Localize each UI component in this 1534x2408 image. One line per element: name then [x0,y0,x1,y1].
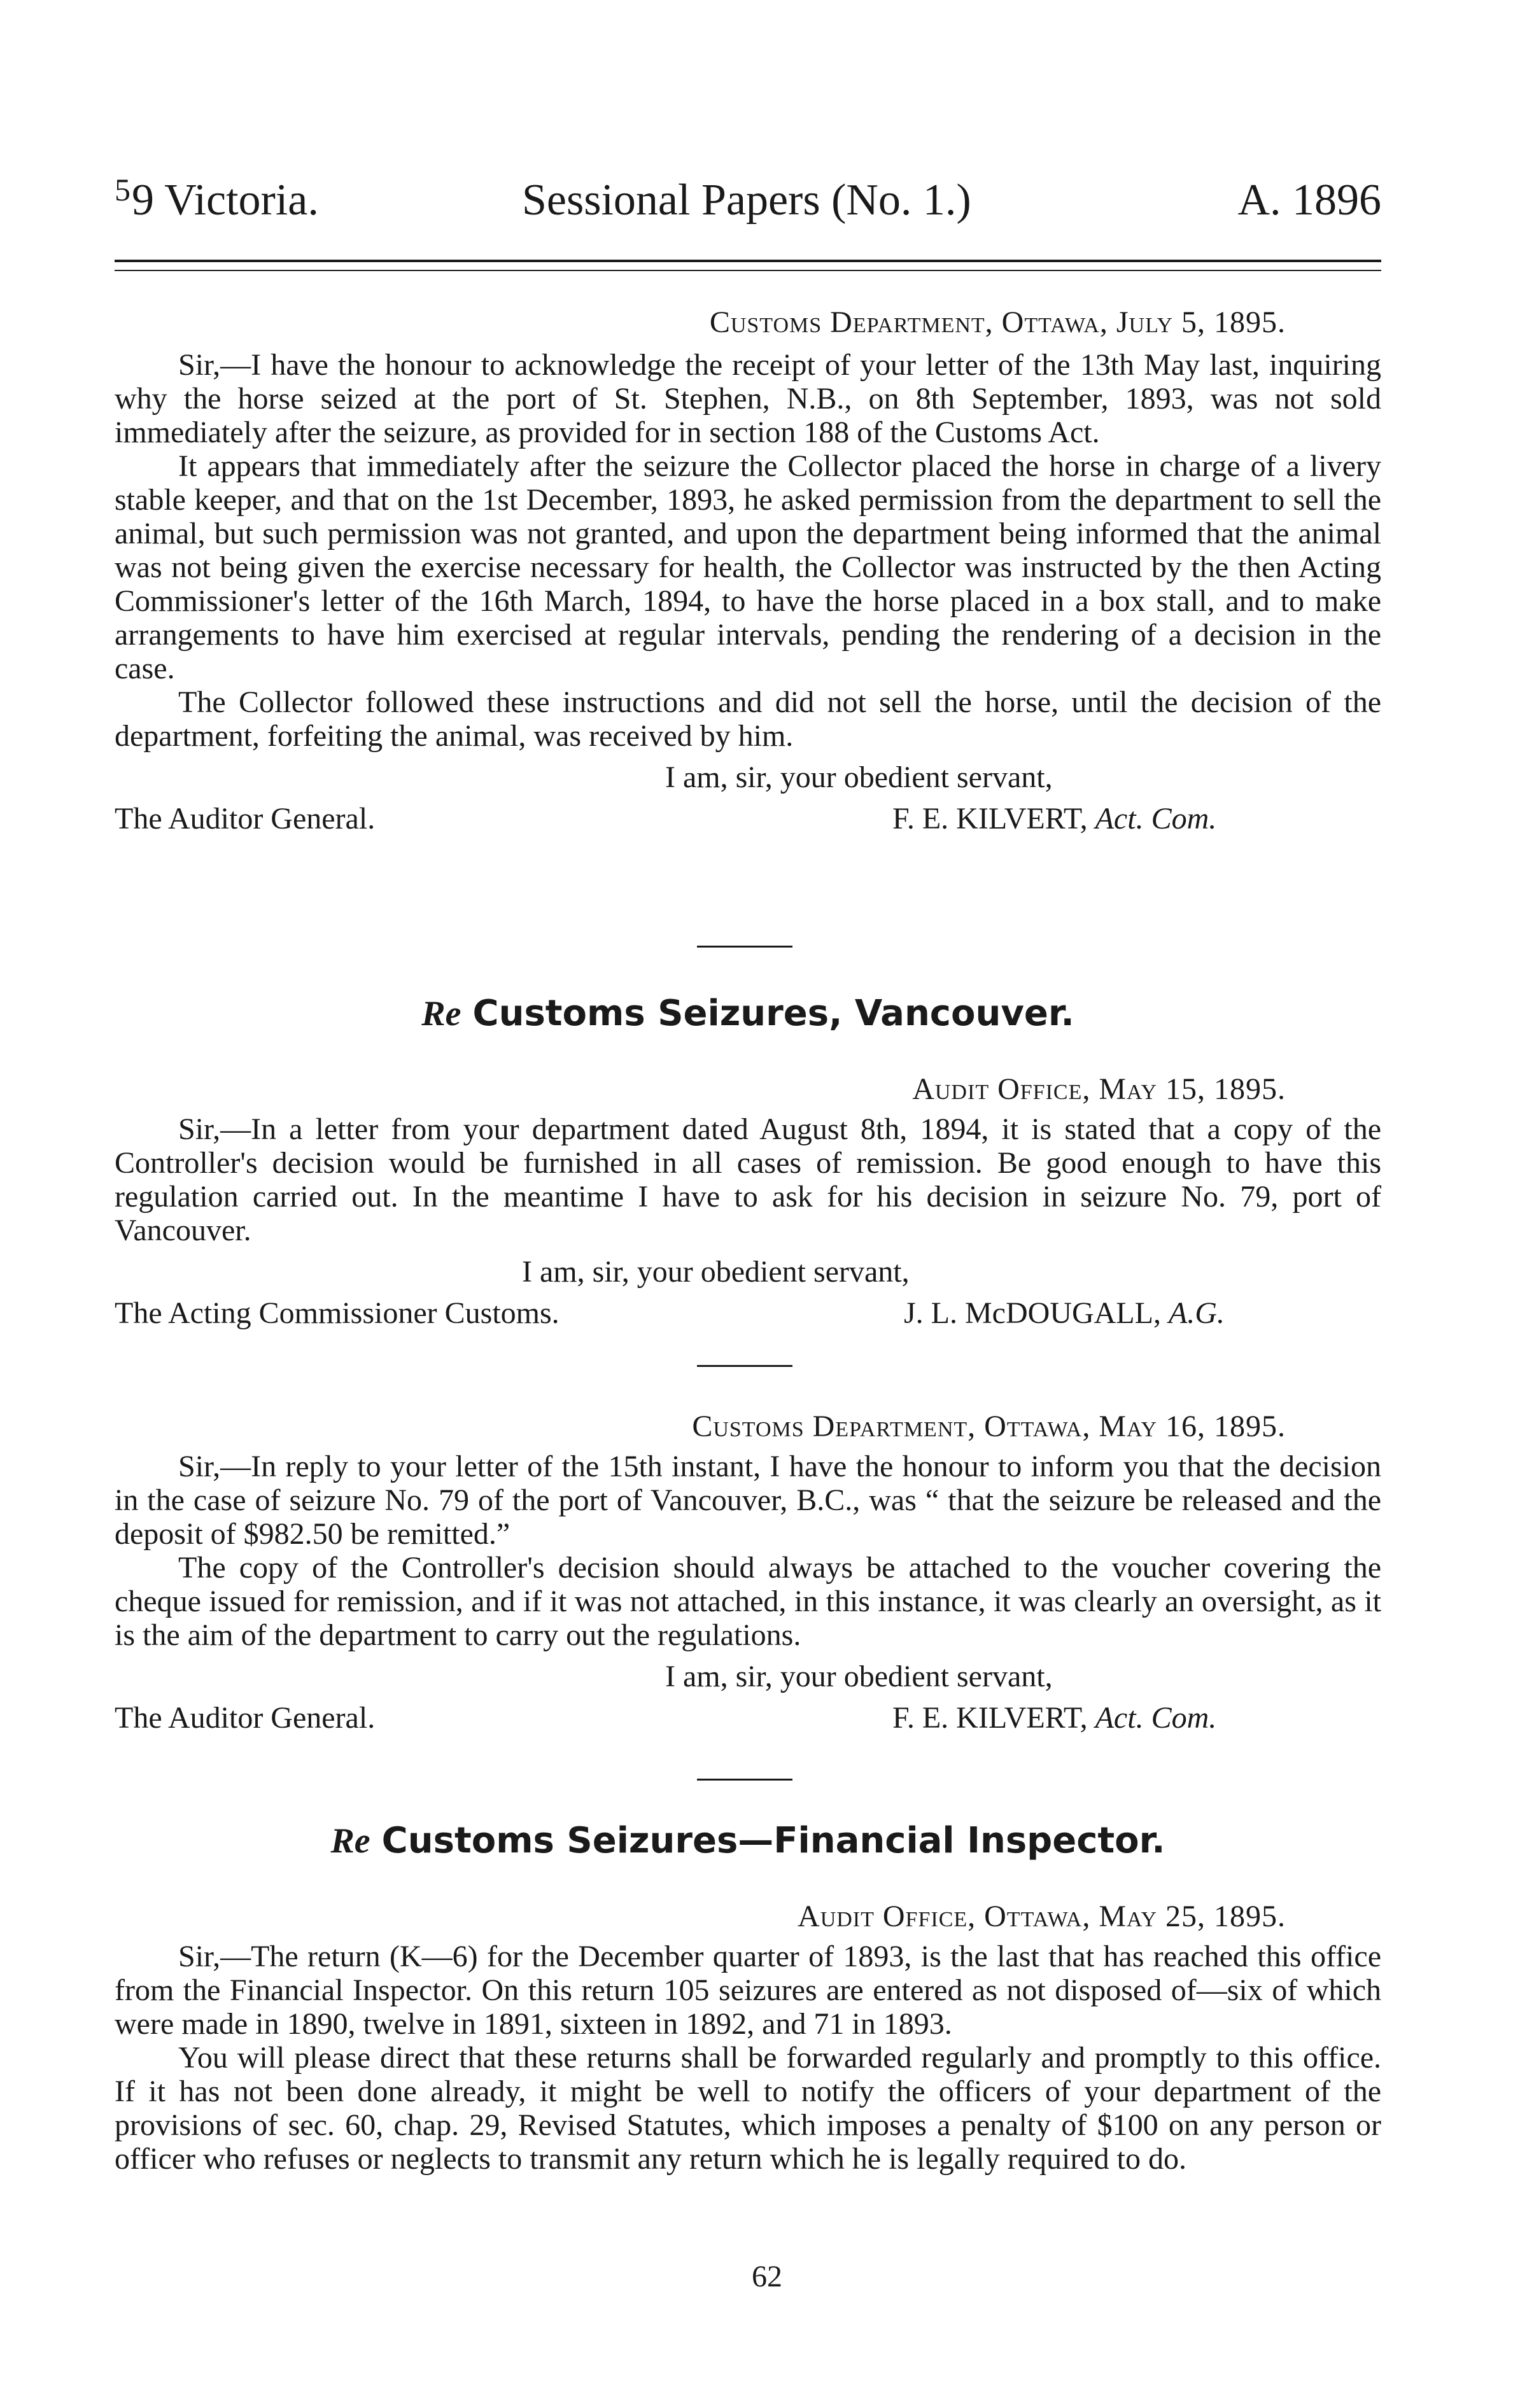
letter-paragraph: The Collector followed these instructions and did not sell the horse, until the decision of the department, forfeiting the animal, was received by him. [115,685,1381,753]
letter-closing: I am, sir, your obedient servant, [522,1255,910,1289]
letter-dateline: Audit Office, Ottawa, May 25, 1895. [798,1900,1286,1933]
separator-rule [697,1779,792,1781]
letter-signer: F. E. KILVERT, Act. Com. [892,1701,1217,1735]
signature-row [115,1296,1381,1334]
header-title: Sessional Papers (No. 1.) [522,176,971,225]
letter-paragraph: Sir,—In reply to your letter of the 15th instant, I have the honour to inform you that the decision in the case of seizure No. 79 of the port of Vancouver, B.C., was “ that the seizure be released and the deposit of $982.50 be remitted.” [115,1450,1381,1551]
letter-paragraph: Sir,—I have the honour to acknowledge the receipt of your letter of the 13th May last, inquiring why the horse seized at the port of St. Stephen, N.B., on 8th September, 1893, was not sold immediately after the seizure, as provided for in section 188 of the Customs Act. [115,348,1381,449]
letter-paragraph: The copy of the Controller's decision should always be attached to the voucher covering the cheque issued for remission, and if it was not attached, in this instance, it was clearly an oversight, as it is the aim of the department to carry out the regulations. [115,1551,1381,1652]
letter-audit-may-15 [115,1072,1381,1334]
letter-dateline: Audit Office, May 15, 1895. [912,1072,1286,1106]
header-volume: $^5$9 Victoria. [115,172,319,225]
letter-addressee: The Acting Commissioner Customs. [115,1296,559,1330]
letter-addressee: The Auditor General. [115,802,376,836]
running-header [115,156,1381,232]
signature-row [115,1701,1381,1739]
letter-addressee: The Auditor General. [115,1701,376,1735]
letter-customs-july-5 [115,305,1381,840]
letter-paragraph: It appears that immediately after the seizure the Collector placed the horse in charge of a livery stable keeper, and that on the 1st December, 1893, he asked permission from the department to sell the animal, but such permission was not granted, and upon the department being informed that the animal was not being given the exercise necessary for health, the Collector was instructed by the then Acting Commissioner's letter of the 16th March, 1894, to have the horse placed in a box stall, and to make arrangements to have him exercised at regular intervals, pending the rendering of a decision in the case. [115,449,1381,685]
header-year: A. 1896 [1237,176,1381,225]
header-double-rule [115,260,1381,271]
separator-rule [697,946,792,948]
signature-row [115,802,1381,840]
section-heading-vancouver: Re Customs Seizures, Vancouver. [421,993,1074,1034]
page-number: 62 [752,2260,782,2293]
separator-rule [697,1365,792,1367]
letter-signer: F. E. KILVERT, Act. Com. [892,802,1217,836]
letter-closing: I am, sir, your obedient servant, [665,760,1053,794]
letter-paragraph: Sir,—The return (K—6) for the December quarter of 1893, is the last that has reached this office from the Financial Inspector. On this return 105 seizures are entered as not disposed of—six of which were made in 1890, twelve in 1891, sixteen in 1892, and 71 in 1893. [115,1940,1381,2041]
section-heading-financial-inspector: Re Customs Seizures—Financial Inspector. [330,1820,1165,1861]
letter-customs-may-16 [115,1410,1381,1739]
letter-signer: J. L. McDOUGALL, A.G. [904,1296,1225,1330]
letter-audit-may-25 [115,1900,1381,2176]
letter-paragraph: Sir,—In a letter from your department dated August 8th, 1894, it is stated that a copy of the Controller's decision would be furnished in all cases of remission. Be good enough to have this regulation carried out. In the meantime I have to ask for his decision in seizure No. 79, port of Vancouver. [115,1112,1381,1247]
letter-closing: I am, sir, your obedient servant, [665,1660,1053,1693]
letter-dateline: Customs Department, Ottawa, May 16, 1895. [692,1410,1286,1443]
letter-paragraph: You will please direct that these returns shall be forwarded regularly and promptly to this office. If it has not been done already, it might be well to notify the officers of your department of the provisions of sec. 60, chap. 29, Revised Statutes, which imposes a penalty of $100 on any person or officer who refuses or neglects to transmit any return which he is legally required to do. [115,2041,1381,2176]
letter-dateline: Customs Department, Ottawa, July 5, 1895. [709,305,1286,339]
